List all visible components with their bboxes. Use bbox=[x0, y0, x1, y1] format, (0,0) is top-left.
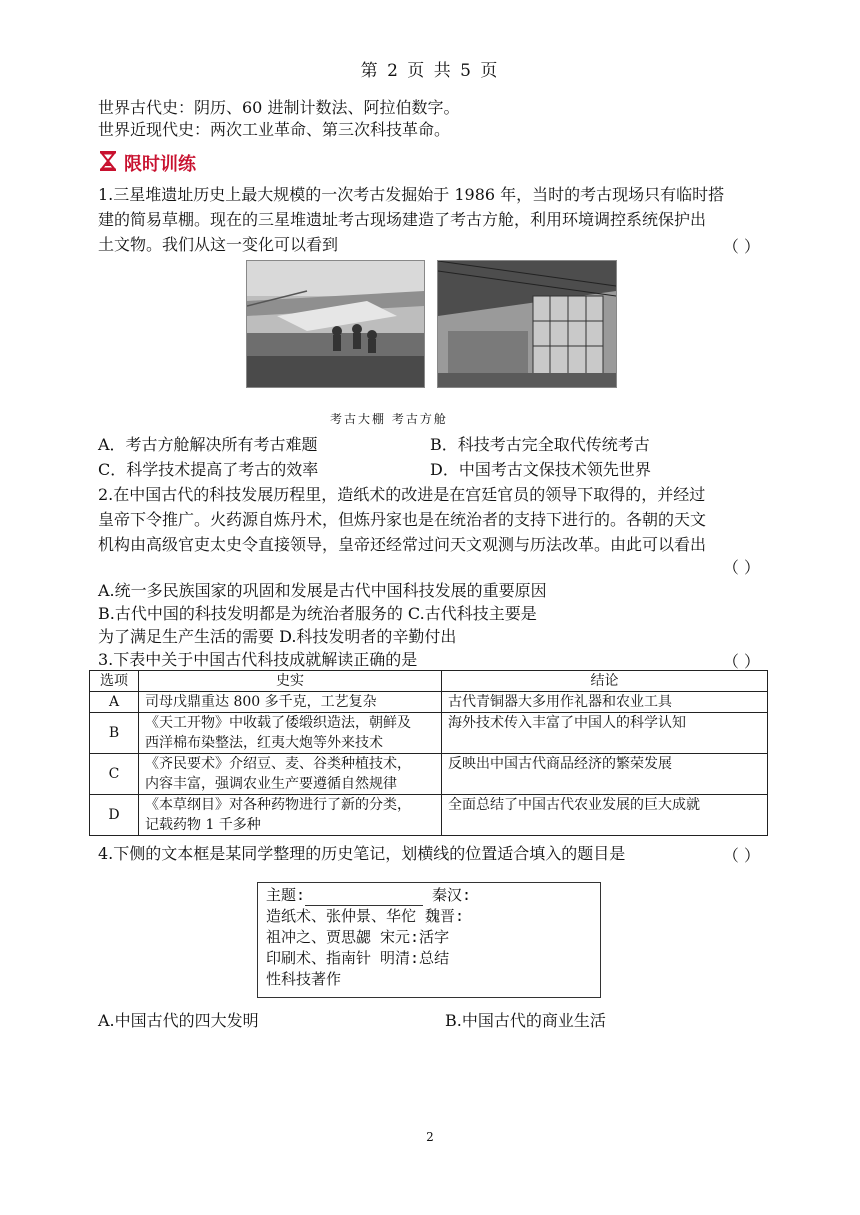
intro-line-ancient: 世界古代史：阴历、60 进制计数法、阿拉伯数字。 bbox=[98, 98, 460, 117]
section-heading bbox=[98, 150, 196, 176]
q4-stem: 4.下侧的文本框是某同学整理的历史笔记，划横线的位置适合填入的题目是 bbox=[98, 844, 626, 863]
q1-option-d: D．中国考古文保技术领先世界 bbox=[430, 460, 651, 479]
fill-blank bbox=[305, 891, 423, 906]
q4-option-a: A.中国古代的四大发明 bbox=[98, 1011, 259, 1030]
table-cell-fact bbox=[139, 713, 442, 754]
table-cell-fact bbox=[139, 795, 442, 836]
table-cell-fact bbox=[139, 692, 442, 713]
table-cell-option: D bbox=[90, 795, 139, 836]
q2-line-1: 2.在中国古代的科技发展历程里，造纸术的改进是在宫廷官员的领导下取得的，并经过 bbox=[98, 485, 706, 504]
q2-line-3: 机构由高级官吏太史令直接领导，皇帝还经常过问天文观测与历法改革。由此可以看出 bbox=[98, 535, 707, 554]
q1-option-c: C．科学技术提高了考古的效率 bbox=[98, 460, 319, 479]
table-cell-conclusion: 海外技术传入丰富了中国人的科学认知 bbox=[442, 713, 768, 754]
table-header-cell: 选项 bbox=[90, 671, 139, 692]
q2-option-a: A.统一多民族国家的巩固和发展是古代中国科技发展的重要原因 bbox=[98, 581, 547, 600]
q2-option-b-c: B.古代中国的科技发明都是为统治者服务的 C.古代科技主要是 bbox=[98, 604, 537, 623]
q1-answer-bracket: （ ） bbox=[722, 237, 760, 256]
q3-table bbox=[89, 670, 768, 836]
photo-caption: 考古大棚 考古方舱 bbox=[330, 412, 448, 426]
table-header-row bbox=[90, 671, 768, 692]
table-cell-conclusion: 反映出中国古代商品经济的繁荣发展 bbox=[442, 754, 768, 795]
table-header-cell: 结论 bbox=[442, 671, 768, 692]
table-row bbox=[90, 795, 768, 836]
note-period-label: 秦汉: bbox=[423, 886, 472, 904]
hourglass-icon bbox=[98, 150, 118, 176]
table-row bbox=[90, 754, 768, 795]
q2-line-2: 皇帝下令推广。火药源自炼丹术，但炼丹家也是在统治者的支持下进行的。各朝的天文 bbox=[98, 510, 707, 529]
fact-line: 内容丰富，强调农业生产要遵循自然规律 bbox=[145, 776, 397, 792]
table-cell-option: B bbox=[90, 713, 139, 754]
table-cell-option: A bbox=[90, 692, 139, 713]
fact-line: 《本草纲目》对各种药物进行了新的分类， bbox=[145, 797, 411, 813]
q1-line-2: 建的简易草棚。现在的三星堆遗址考古现场建造了考古方舱，利用环境调控系统保护出 bbox=[98, 210, 707, 229]
fact-line: 记载药物 1 千多种 bbox=[145, 817, 261, 833]
note-line: 造纸术、张仲景、华佗 魏晋: bbox=[266, 907, 465, 925]
table-row bbox=[90, 692, 768, 713]
note-line: 性科技著作 bbox=[266, 970, 342, 988]
q2-answer-bracket: （ ） bbox=[722, 558, 760, 577]
q4-answer-bracket: （ ） bbox=[722, 846, 760, 865]
table-header-cell: 史实 bbox=[139, 671, 442, 692]
table-cell-fact bbox=[139, 754, 442, 795]
q4-option-b: B.中国古代的商业生活 bbox=[445, 1011, 606, 1030]
q1-line-1: 1.三星堆遗址历史上最大规模的一次考古发掘始于 1986 年，当时的考古现场只有临时搭 bbox=[98, 185, 725, 204]
archaeology-cabin-photo bbox=[437, 260, 617, 388]
page-number: 2 bbox=[426, 1130, 434, 1144]
q1-option-b: B．科技考古完全取代传统考古 bbox=[430, 435, 650, 454]
q3-answer-bracket: （ ） bbox=[722, 652, 760, 671]
section-title: 限时训练 bbox=[124, 154, 196, 175]
q2-option-c-d: 为了满足生产生活的需要 D.科技发明者的辛勤付出 bbox=[98, 627, 457, 646]
note-line bbox=[266, 885, 592, 906]
note-topic-label: 主题: bbox=[266, 886, 306, 904]
q1-line-3: 土文物。我们从这一变化可以看到 bbox=[98, 235, 339, 254]
table-cell-option: C bbox=[90, 754, 139, 795]
q3-stem: 3.下表中关于中国古代科技成就解读正确的是 bbox=[98, 650, 418, 669]
fact-line: 《天工开物》中收载了倭缎织造法，朝鲜及 bbox=[145, 715, 411, 731]
fact-line: 《齐民要术》介绍豆、麦、谷类种植技术， bbox=[145, 756, 411, 772]
note-line: 印刷术、指南针 明清:总结 bbox=[266, 949, 450, 967]
page-header: 第 2 页 共 5 页 bbox=[360, 61, 500, 81]
excavation-tent-photo bbox=[246, 260, 425, 388]
note-line: 祖冲之、贾思勰 宋元:活字 bbox=[266, 928, 450, 946]
table-cell-conclusion: 全面总结了中国古代农业发展的巨大成就 bbox=[442, 795, 768, 836]
history-note-box bbox=[257, 882, 601, 998]
fact-line: 西洋棉布染整法，红夷大炮等外来技术 bbox=[145, 735, 383, 751]
table-row bbox=[90, 713, 768, 754]
table-cell-conclusion: 古代青铜器大多用作礼器和农业工具 bbox=[442, 692, 768, 713]
q1-option-a: A．考古方舱解决所有考古难题 bbox=[98, 435, 318, 454]
intro-line-modern: 世界近现代史：两次工业革命、第三次科技革命。 bbox=[98, 120, 451, 139]
fact-line: 司母戊鼎重达 800 多千克，工艺复杂 bbox=[145, 694, 377, 710]
